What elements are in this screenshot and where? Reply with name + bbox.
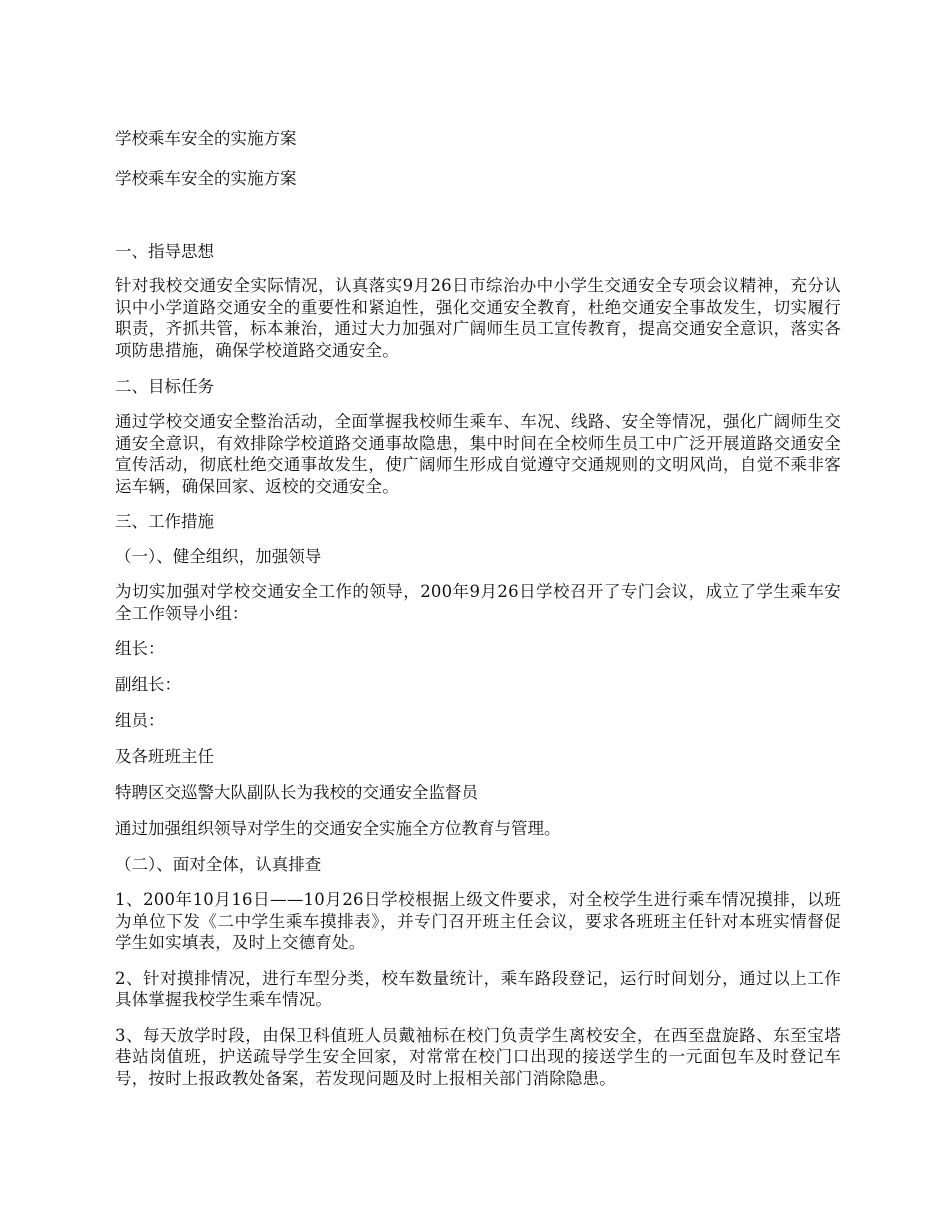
document-page — [115, 122, 841, 1089]
document-subtitle: 学校乘车安全的实施方案 — [115, 169, 297, 188]
section-2-heading: 二、目标任务 — [115, 377, 214, 396]
section-2-body: 通过学校交通安全整治活动，全面掌握我校师生乘车、车况、线路、安全等情况，强化广阔师生交通安全意识，有效排除学校道路交通事故隐患，集中时间在全校师生员工中广泛开展道路交通安全宣传活动，彻底杜绝交通事故发生，使广阔师生形成自觉遵守交通规则的文明风尚，自觉不乘非客运车辆，确保回家、返校的交通安全。 — [115, 412, 841, 496]
section-1-body: 针对我校交通安全实际情况，认真落实9月26日市综治办中小学生交通安全专项会议精神，充分认识中小学道路交通安全的重要性和紧迫性，强化交通安全教育，杜绝交通安全事故发生，切实履行职责，齐抓共管，标本兼治，通过大力加强对广阔师生员工宣传教育，提高交通安全意识，落实各项防患措施，确保学校道路交通安全。 — [115, 276, 841, 360]
list-item-2: 2、针对摸排情况，进行车型分类，校车数量统计，乘车路段登记，运行时间划分，通过以上工作具体掌握我校学生乘车情况。 — [115, 968, 841, 1009]
section-1-heading: 一、指导思想 — [115, 242, 214, 261]
supervisor-line: 特聘区交巡警大队副队长为我校的交通安全监督员 — [115, 783, 478, 802]
subsection-1-heading: （一）、健全组织，加强领导 — [115, 547, 322, 566]
management-line: 通过加强组织领导对学生的交通安全实施全方位教育与管理。 — [115, 819, 561, 838]
members-line: 组员： — [115, 711, 165, 730]
subsection-2-heading: （二）、面对全体，认真排查 — [115, 855, 322, 874]
section-3-heading: 三、工作措施 — [115, 512, 214, 531]
list-item-3: 3、每天放学时段，由保卫科值班人员戴袖标在校门负责学生离校安全，在西至盘旋路、东至宝塔巷站岗值班，护送疏导学生安全回家，对常常在校门口出现的接送学生的一元面包车及时登记车号，按时上报政教处备案，若发现问题及时上报相关部门消除隐患。 — [115, 1025, 841, 1088]
leader-line: 组长： — [115, 639, 165, 658]
document-title: 学校乘车安全的实施方案 — [115, 129, 297, 148]
vice-leader-line: 副组长： — [115, 675, 181, 694]
subsection-1-body: 为切实加强对学校交通安全工作的领导，200年9月26日学校召开了专门会议，成立了学生乘车安全工作领导小组： — [115, 582, 841, 623]
list-item-1: 1、200年10月16日——10月26日学校根据上级文件要求，对全校学生进行乘车情况摸排，以班为单位下发《二中学生乘车摸排表》，并专门召开班主任会议，要求各班班主任针对本班实情督促学生如实填表，及时上交德育处。 — [115, 890, 841, 952]
class-teachers-line: 及各班班主任 — [115, 747, 214, 766]
